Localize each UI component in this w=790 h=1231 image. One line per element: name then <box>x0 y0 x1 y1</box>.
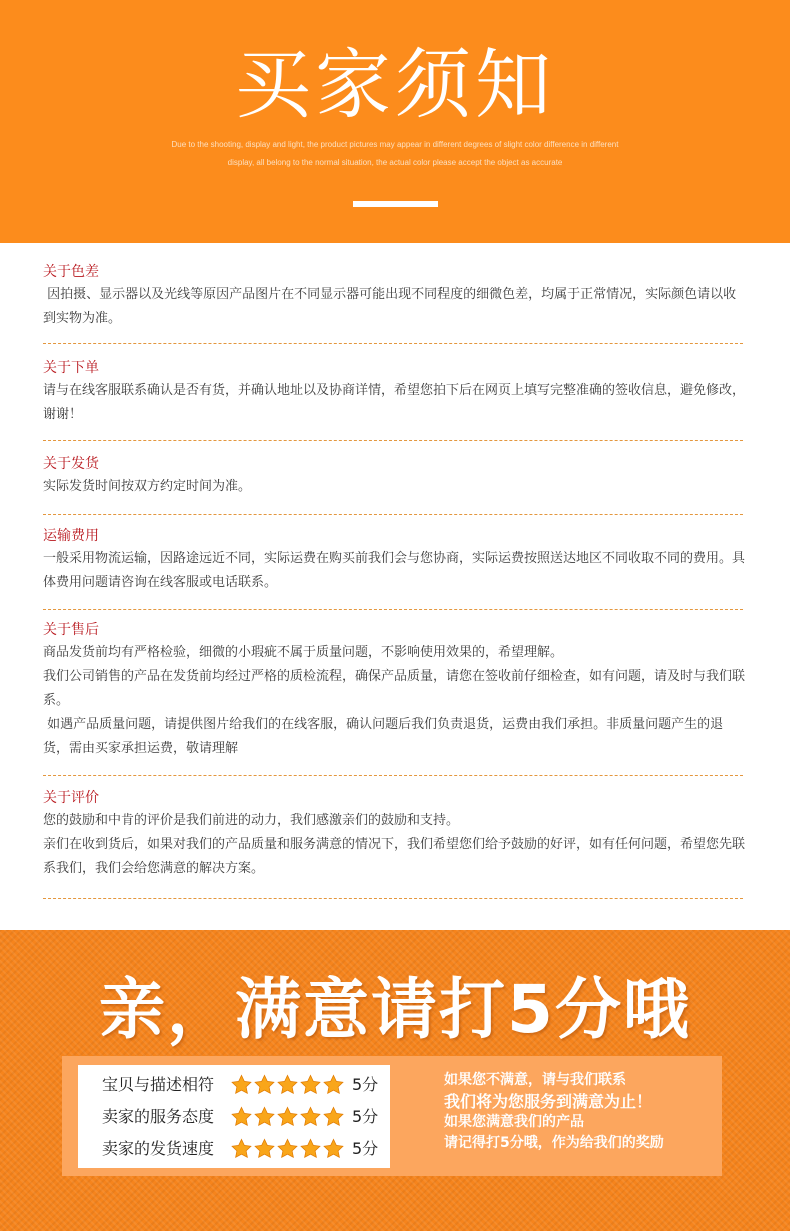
section-shipping <box>43 453 748 499</box>
rating-footer <box>0 930 790 1231</box>
rating-row-delivery <box>102 1134 378 1164</box>
section-paragraph: 如遇产品质量问题，请提供图片给我们的在线客服，确认问题后我们负责退货，运费由我们承担。非质量问题产生的退货，需由买家承担运费，敬请理解 <box>43 717 724 756</box>
subtitle-line-1: Due to the shooting, display and light, the product pictures may appear in different degrees of slight color difference in different <box>171 140 619 149</box>
rating-panel <box>62 1056 722 1176</box>
star-icon <box>322 1138 345 1160</box>
header-banner <box>0 0 790 243</box>
star-icon <box>276 1074 299 1096</box>
rating-score: 5分 <box>352 1075 379 1094</box>
rating-label: 卖家的服务态度 <box>102 1107 215 1126</box>
section-paragraph: 我们公司销售的产品在发货前均经过严格的质检流程，确保产品质量，请您在签收前仔细检查，如有问题，请及时与我们联系。 <box>43 669 746 708</box>
star-icon <box>230 1074 253 1096</box>
section-ordering <box>43 357 748 427</box>
section-divider <box>43 898 743 899</box>
message-line-3: 如果您满意我们的产品 <box>444 1114 584 1130</box>
header-subtitle <box>130 136 660 172</box>
section-paragraph: 一般采用物流运输，因路途远近不同，实际运费在购买前我们会与您协商，实际运费按照送达地区不同收取不同的费用。具体费用问题请咨询在线客服或电话联系。 <box>43 551 746 590</box>
message-line-4: 请记得打5分哦，作为给我们的奖励 <box>444 1135 664 1151</box>
message-line-1: 如果您不满意，请与我们联系 <box>444 1072 626 1088</box>
section-paragraph: 请与在线客服联系确认是否有货，并确认地址以及协商详情，希望您拍下后在网页上填写完整准确的签收信息，避免修改，谢谢！ <box>43 383 746 422</box>
star-rating <box>230 1074 348 1096</box>
section-paragraph: 商品发货前均有严格检验，细微的小瑕疵不属于质量问题，不影响使用效果的，希望理解。 <box>43 645 564 660</box>
star-icon <box>299 1106 322 1128</box>
star-icon <box>276 1106 299 1128</box>
rating-label: 宝贝与描述相符 <box>102 1075 215 1094</box>
star-icon <box>253 1106 276 1128</box>
section-title: 关于下单 <box>43 360 99 376</box>
rating-card <box>78 1065 390 1168</box>
star-icon <box>276 1138 299 1160</box>
star-icon <box>322 1106 345 1128</box>
star-icon <box>253 1074 276 1096</box>
section-title: 关于评价 <box>43 790 99 806</box>
section-color-difference <box>43 261 748 331</box>
section-divider <box>43 775 743 776</box>
star-icon <box>322 1074 345 1096</box>
star-rating <box>230 1138 348 1160</box>
section-divider <box>43 343 743 344</box>
star-icon <box>230 1138 253 1160</box>
star-icon <box>299 1074 322 1096</box>
section-paragraph: 您的鼓励和中肯的评价是我们前进的动力，我们感激亲们的鼓励和支持。 <box>43 813 460 828</box>
section-reviews <box>43 787 748 881</box>
rating-headline: 亲，满意请打5分哦 <box>99 971 691 1048</box>
rating-row-service <box>102 1102 378 1132</box>
subtitle-line-2: display, all belong to the normal situation, the actual color please accept the object as accurate <box>227 158 563 167</box>
section-divider <box>43 440 743 441</box>
message-line-2: 我们将为您服务到满意为止！ <box>444 1092 653 1111</box>
section-divider <box>43 609 743 610</box>
section-divider <box>43 514 743 515</box>
section-paragraph: 实际发货时间按双方约定时间为准。 <box>43 479 252 494</box>
rating-row-description <box>102 1070 378 1100</box>
star-icon <box>299 1138 322 1160</box>
rating-score: 5分 <box>352 1107 379 1126</box>
section-title: 运输费用 <box>43 528 99 544</box>
section-after-sales <box>43 619 748 761</box>
section-title: 关于色差 <box>43 264 99 280</box>
page-title: 买家须知 <box>235 40 555 129</box>
section-title: 关于发货 <box>43 456 99 472</box>
section-paragraph: 因拍摄、显示器以及光线等原因产品图片在不同显示器可能出现不同程度的细微色差，均属于正常情况，实际颜色请以收到实物为准。 <box>43 287 737 326</box>
star-icon <box>230 1106 253 1128</box>
header-accent-bar <box>353 201 438 207</box>
section-freight-cost <box>43 525 748 595</box>
rating-label: 卖家的发货速度 <box>102 1139 215 1158</box>
rating-score: 5分 <box>352 1139 379 1158</box>
section-title: 关于售后 <box>43 622 99 638</box>
satisfaction-message <box>444 1070 714 1154</box>
star-rating <box>230 1106 348 1128</box>
section-paragraph: 亲们在收到货后，如果对我们的产品质量和服务满意的情况下，我们希望您们给予鼓励的好评，如有任何问题，希望您先联系我们，我们会给您满意的解决方案。 <box>43 837 746 876</box>
star-icon <box>253 1138 276 1160</box>
